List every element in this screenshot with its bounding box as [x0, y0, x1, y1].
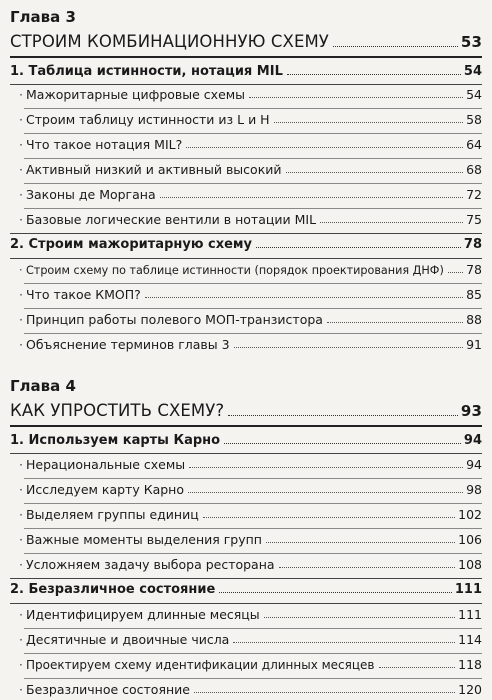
item-title: · Активный низкий и активный высокий	[10, 162, 282, 177]
leader-dots	[189, 467, 463, 468]
toc-item[interactable]	[10, 507, 482, 522]
toc-item[interactable]	[10, 532, 482, 547]
section-title: 2. Строим мажоритарную схему	[10, 237, 253, 252]
chapter-label: Глава 3	[10, 8, 76, 26]
section-title: 1. Таблица истинности, нотация MIL	[10, 64, 283, 79]
leader-dots	[266, 542, 455, 543]
item-title: · Важные моменты выделения групп	[10, 532, 262, 547]
toc-item[interactable]	[10, 212, 482, 227]
toc-item[interactable]	[10, 557, 482, 572]
item-title: · Объяснение терминов главы 3	[10, 337, 230, 352]
item-rule	[24, 333, 482, 334]
section-entry[interactable]	[10, 64, 482, 79]
item-rule	[24, 133, 482, 134]
section-rule	[10, 603, 482, 604]
page-number: 114	[458, 632, 482, 647]
leader-dots	[274, 122, 464, 123]
item-title: · Мажоритарные цифровые схемы	[10, 87, 245, 102]
toc-item[interactable]	[10, 482, 482, 497]
toc-item[interactable]	[10, 607, 482, 622]
page-number: 54	[466, 87, 482, 102]
page-number: 58	[466, 112, 482, 127]
item-title: · Что такое нотация MIL?	[10, 137, 182, 152]
page-number: 91	[466, 337, 482, 352]
item-rule	[24, 308, 482, 309]
page-number: 85	[466, 287, 482, 302]
toc-item[interactable]	[10, 337, 482, 352]
chapter-rule	[10, 425, 482, 427]
page-number: 94	[463, 433, 482, 448]
leader-dots	[234, 347, 463, 348]
leader-dots	[249, 97, 463, 98]
item-title: · Проектируем схему идентификации длинных месяцев	[10, 658, 375, 672]
leader-dots	[160, 197, 463, 198]
item-rule	[24, 183, 482, 184]
leader-dots	[194, 692, 455, 693]
item-rule	[24, 553, 482, 554]
page-number: 78	[463, 237, 482, 252]
page-number: 78	[466, 262, 482, 277]
chapter-title: СТРОИМ КОМБИНАЦИОННУЮ СХЕМУ	[10, 32, 329, 51]
section-entry[interactable]	[10, 433, 482, 448]
item-title: · Строим таблицу истинности из L и H	[10, 112, 270, 127]
section-title: 2. Безразличное состояние	[10, 582, 216, 597]
leader-dots	[379, 667, 456, 668]
page-number: 68	[466, 162, 482, 177]
toc-item[interactable]	[10, 287, 482, 302]
item-rule	[24, 678, 482, 679]
leader-dots	[228, 415, 458, 416]
item-rule	[24, 158, 482, 159]
page-number: 108	[458, 557, 482, 572]
toc-item[interactable]	[10, 262, 482, 277]
section-rule	[10, 84, 482, 85]
leader-dots	[279, 567, 456, 568]
page-number: 118	[458, 657, 482, 672]
leader-dots	[188, 492, 463, 493]
toc-item[interactable]	[10, 682, 482, 697]
item-title: · Нерациональные схемы	[10, 457, 185, 472]
item-title: · Усложняем задачу выбора ресторана	[10, 557, 275, 572]
page-number: 102	[458, 507, 482, 522]
toc-item[interactable]	[10, 187, 482, 202]
leader-dots	[233, 642, 455, 643]
section-rule	[10, 578, 482, 579]
page-number: 120	[458, 682, 482, 697]
page-number: 88	[466, 312, 482, 327]
item-title: · Выделяем группы единиц	[10, 507, 199, 522]
leader-dots	[224, 443, 461, 444]
toc-item[interactable]	[10, 457, 482, 472]
chapter-label: Глава 4	[10, 377, 76, 395]
section-rule	[10, 233, 482, 234]
section-title: 1. Используем карты Карно	[10, 433, 221, 448]
page-number: 111	[458, 607, 482, 622]
page-number: 53	[460, 33, 482, 51]
toc-item[interactable]	[10, 312, 482, 327]
page-number: 98	[466, 482, 482, 497]
toc-item[interactable]	[10, 162, 482, 177]
item-title: · Законы де Моргана	[10, 187, 156, 202]
page-number: 72	[466, 187, 482, 202]
leader-dots	[286, 172, 464, 173]
toc-item[interactable]	[10, 112, 482, 127]
item-title: · Идентифицируем длинные месяцы	[10, 607, 260, 622]
item-rule	[24, 208, 482, 209]
leader-dots	[203, 517, 455, 518]
item-title: · Базовые логические вентили в нотации MIL	[10, 212, 316, 227]
item-rule	[24, 478, 482, 479]
item-title: · Десятичные и двоичные числа	[10, 632, 229, 647]
leader-dots	[287, 74, 461, 75]
leader-dots	[219, 592, 452, 593]
item-rule	[24, 283, 482, 284]
chapter-entry[interactable]	[10, 401, 482, 420]
page-number: 106	[458, 532, 482, 547]
item-rule	[24, 503, 482, 504]
section-entry[interactable]	[10, 237, 482, 252]
toc-item[interactable]	[10, 632, 482, 647]
toc-item[interactable]	[10, 137, 482, 152]
page-number: 54	[463, 64, 482, 79]
chapter-title: КАК УПРОСТИТЬ СХЕМУ?	[10, 401, 225, 420]
section-rule	[10, 258, 482, 259]
leader-dots	[333, 46, 458, 47]
page-number: 93	[460, 402, 482, 420]
section-rule	[10, 453, 482, 454]
item-title: · Что такое КМОП?	[10, 287, 141, 302]
leader-dots	[448, 272, 463, 273]
item-rule	[24, 108, 482, 109]
leader-dots	[145, 297, 463, 298]
item-rule	[24, 653, 482, 654]
item-title: · Безразличное состояние	[10, 682, 190, 697]
page-number: 64	[466, 137, 482, 152]
item-rule	[24, 528, 482, 529]
leader-dots	[264, 617, 455, 618]
toc-item[interactable]	[10, 87, 482, 102]
toc-item[interactable]	[10, 657, 482, 672]
leader-dots	[186, 147, 463, 148]
chapter-rule	[10, 56, 482, 58]
section-entry[interactable]	[10, 582, 482, 597]
leader-dots	[320, 222, 463, 223]
item-rule	[24, 628, 482, 629]
leader-dots	[256, 247, 461, 248]
item-title: · Принцип работы полевого МОП-транзистора	[10, 312, 323, 327]
page-number: 94	[466, 457, 482, 472]
leader-dots	[327, 322, 463, 323]
page-number: 75	[466, 212, 482, 227]
item-title: · Строим схему по таблице истинности (порядок проектирования ДНФ)	[10, 264, 444, 277]
page-number: 111	[454, 582, 482, 597]
chapter-entry[interactable]	[10, 32, 482, 51]
item-title: · Исследуем карту Карно	[10, 482, 184, 497]
